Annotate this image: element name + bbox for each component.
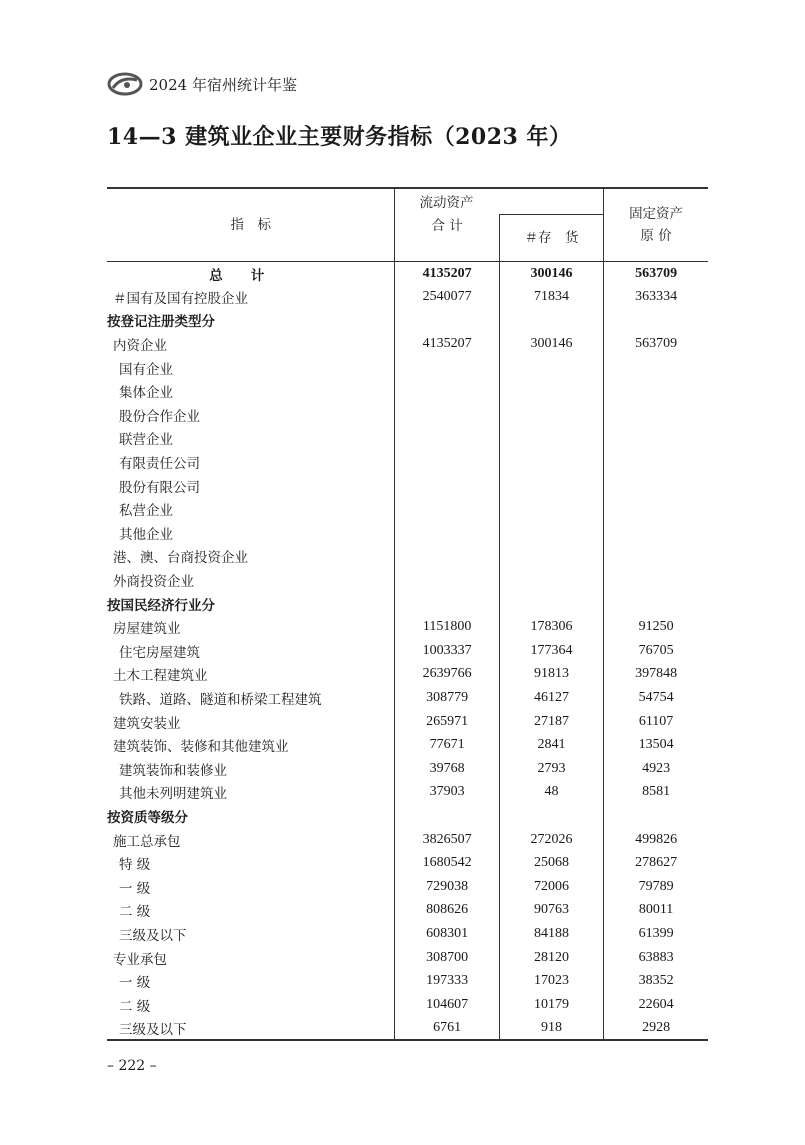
- cell-inventory: [499, 521, 603, 545]
- table-row: [107, 262, 708, 286]
- row-label: 房屋建筑业: [113, 621, 181, 638]
- cell-fixed-assets: 63883: [604, 946, 708, 970]
- cell-fixed-assets: 4923: [604, 757, 708, 781]
- cell-inventory: 84188: [499, 922, 603, 946]
- row-label: 建筑装饰和装修业: [119, 762, 227, 779]
- table-row: [107, 733, 708, 757]
- cell-inventory: [499, 592, 603, 616]
- fixed-assets-line1: 固定资产: [629, 206, 684, 222]
- cell-fixed-assets: [604, 804, 708, 828]
- table-row: [107, 285, 708, 309]
- cell-current-assets: 4135207: [395, 332, 499, 356]
- cell-fixed-assets: [604, 356, 708, 380]
- table-row: [107, 545, 708, 569]
- row-label: 住宅房屋建筑: [119, 644, 200, 661]
- cell-inventory: 46127: [499, 686, 603, 710]
- table-row: [107, 899, 708, 923]
- cell-current-assets: [395, 521, 499, 545]
- cell-fixed-assets: 61399: [604, 922, 708, 946]
- cell-fixed-assets: 80011: [604, 899, 708, 923]
- row-label: 二 级: [119, 904, 151, 921]
- row-label: 按国民经济行业分: [107, 597, 215, 614]
- row-label: 内资企业: [113, 338, 167, 355]
- table-row: [107, 474, 708, 498]
- column-header-current-assets: 流动资产: [395, 188, 604, 215]
- table-row: [107, 663, 708, 687]
- cell-fixed-assets: [604, 379, 708, 403]
- cell-current-assets: [395, 545, 499, 569]
- row-label: 一 级: [119, 975, 151, 992]
- cell-fixed-assets: 76705: [604, 639, 708, 663]
- table-row: [107, 686, 708, 710]
- cell-inventory: 90763: [499, 899, 603, 923]
- cell-inventory: 71834: [499, 285, 603, 309]
- cell-current-assets: 197333: [395, 969, 499, 993]
- cell-fixed-assets: 2928: [604, 1017, 708, 1041]
- cell-inventory: 28120: [499, 946, 603, 970]
- cell-fixed-assets: 499826: [604, 828, 708, 852]
- table-row: [107, 356, 708, 380]
- row-label: 集体企业: [119, 385, 173, 402]
- row-label: 其他企业: [119, 526, 173, 543]
- row-label: 有限责任公司: [119, 456, 200, 473]
- cell-current-assets: [395, 474, 499, 498]
- row-label: 私营企业: [119, 503, 173, 520]
- cell-inventory: [499, 568, 603, 592]
- cell-fixed-assets: 54754: [604, 686, 708, 710]
- cell-fixed-assets: [604, 521, 708, 545]
- cell-fixed-assets: [604, 545, 708, 569]
- cell-fixed-assets: [604, 403, 708, 427]
- cell-current-assets: 1680542: [395, 851, 499, 875]
- cell-fixed-assets: [604, 568, 708, 592]
- yearbook-title: 2024 年宿州统计年鉴: [149, 75, 297, 94]
- cell-current-assets: [395, 592, 499, 616]
- cell-current-assets: [395, 379, 499, 403]
- table-row: [107, 450, 708, 474]
- row-label: 特 级: [119, 857, 151, 874]
- table-row: [107, 592, 708, 616]
- cell-current-assets: 308700: [395, 946, 499, 970]
- table-row: [107, 851, 708, 875]
- cell-current-assets: 729038: [395, 875, 499, 899]
- cell-inventory: 72006: [499, 875, 603, 899]
- cell-inventory: 2841: [499, 733, 603, 757]
- table-row: [107, 379, 708, 403]
- cell-fixed-assets: [604, 592, 708, 616]
- cell-current-assets: 2639766: [395, 663, 499, 687]
- cell-fixed-assets: 397848: [604, 663, 708, 687]
- cell-fixed-assets: 38352: [604, 969, 708, 993]
- column-header-current-assets-total: 合 计: [395, 215, 499, 262]
- cell-current-assets: 77671: [395, 733, 499, 757]
- row-label: 港、澳、台商投资企业: [113, 550, 248, 567]
- cell-current-assets: [395, 450, 499, 474]
- table-row: [107, 615, 708, 639]
- cell-current-assets: 1151800: [395, 615, 499, 639]
- cell-inventory: [499, 450, 603, 474]
- cell-inventory: [499, 804, 603, 828]
- cell-inventory: 2793: [499, 757, 603, 781]
- cell-current-assets: 1003337: [395, 639, 499, 663]
- cell-current-assets: 37903: [395, 781, 499, 805]
- page-number: – 222 –: [107, 1058, 157, 1074]
- table-row: [107, 804, 708, 828]
- row-label: 国有企业: [119, 361, 173, 378]
- cell-inventory: 10179: [499, 993, 603, 1017]
- cell-inventory: [499, 497, 603, 521]
- cell-current-assets: [395, 568, 499, 592]
- cell-inventory: [499, 427, 603, 451]
- table-row: [107, 309, 708, 333]
- table-row: [107, 1017, 708, 1041]
- running-header: [107, 70, 297, 98]
- table-row: [107, 497, 708, 521]
- cell-fixed-assets: 278627: [604, 851, 708, 875]
- table-row: [107, 427, 708, 451]
- cell-inventory: 17023: [499, 969, 603, 993]
- cell-current-assets: 6761: [395, 1017, 499, 1041]
- row-label: 铁路、道路、隧道和桥梁工程建筑: [119, 691, 322, 708]
- cell-current-assets: 104607: [395, 993, 499, 1017]
- cell-current-assets: [395, 497, 499, 521]
- cell-current-assets: [395, 403, 499, 427]
- table-row: [107, 710, 708, 734]
- row-label: 总计: [107, 262, 395, 286]
- cell-current-assets: 608301: [395, 922, 499, 946]
- cell-current-assets: 808626: [395, 899, 499, 923]
- row-label: 外商投资企业: [113, 574, 194, 591]
- table-row: [107, 922, 708, 946]
- table-row: [107, 521, 708, 545]
- cell-inventory: 91813: [499, 663, 603, 687]
- fixed-assets-line2: 原 价: [640, 228, 672, 244]
- table-row: [107, 781, 708, 805]
- cell-inventory: 48: [499, 781, 603, 805]
- cell-inventory: [499, 379, 603, 403]
- table-row: [107, 969, 708, 993]
- column-header-indicator: 指 标: [107, 188, 395, 262]
- cell-inventory: [499, 309, 603, 333]
- cell-inventory: 918: [499, 1017, 603, 1041]
- row-label: 专业承包: [113, 951, 167, 968]
- cell-fixed-assets: 79789: [604, 875, 708, 899]
- page-title: 14—3 建筑业企业主要财务指标（2023 年）: [107, 124, 572, 150]
- cell-inventory: 177364: [499, 639, 603, 663]
- table-row: [107, 946, 708, 970]
- cell-fixed-assets: 8581: [604, 781, 708, 805]
- yearbook-logo-icon: [107, 72, 143, 96]
- table-body: [107, 262, 708, 1041]
- table-row: [107, 828, 708, 852]
- cell-inventory: [499, 356, 603, 380]
- cell-inventory: 25068: [499, 851, 603, 875]
- cell-fixed-assets: 563709: [604, 262, 708, 286]
- cell-current-assets: [395, 427, 499, 451]
- table-row: [107, 639, 708, 663]
- table-row: [107, 568, 708, 592]
- cell-current-assets: 4135207: [395, 262, 499, 286]
- row-label: 三级及以下: [107, 1017, 395, 1041]
- cell-inventory: 300146: [499, 332, 603, 356]
- cell-fixed-assets: [604, 474, 708, 498]
- cell-fixed-assets: 363334: [604, 285, 708, 309]
- financial-indicators-table: [107, 187, 708, 1041]
- cell-inventory: [499, 545, 603, 569]
- cell-fixed-assets: [604, 427, 708, 451]
- row-label: 按资质等级分: [107, 809, 188, 826]
- column-header-inventory: ＃存 货: [499, 215, 603, 262]
- row-label: 联营企业: [119, 432, 173, 449]
- table-row: [107, 757, 708, 781]
- cell-inventory: 272026: [499, 828, 603, 852]
- cell-inventory: 27187: [499, 710, 603, 734]
- row-label: 股份有限公司: [119, 479, 200, 496]
- row-label: 一 级: [119, 880, 151, 897]
- cell-inventory: 178306: [499, 615, 603, 639]
- cell-current-assets: 3826507: [395, 828, 499, 852]
- row-label: 按登记注册类型分: [107, 314, 215, 331]
- cell-current-assets: [395, 804, 499, 828]
- cell-current-assets: 2540077: [395, 285, 499, 309]
- row-label: 建筑装饰、装修和其他建筑业: [113, 739, 289, 756]
- cell-current-assets: 265971: [395, 710, 499, 734]
- cell-fixed-assets: 13504: [604, 733, 708, 757]
- table-row: [107, 993, 708, 1017]
- cell-fixed-assets: [604, 497, 708, 521]
- row-label: 建筑安装业: [113, 715, 181, 732]
- cell-current-assets: [395, 309, 499, 333]
- row-label: 股份合作企业: [119, 408, 200, 425]
- cell-inventory: [499, 474, 603, 498]
- cell-current-assets: 308779: [395, 686, 499, 710]
- row-label: 其他未列明建筑业: [119, 786, 227, 803]
- table-row: [107, 403, 708, 427]
- cell-fixed-assets: 22604: [604, 993, 708, 1017]
- cell-fixed-assets: 563709: [604, 332, 708, 356]
- cell-fixed-assets: 91250: [604, 615, 708, 639]
- row-label: 土木工程建筑业: [113, 668, 208, 685]
- row-label: 施工总承包: [113, 833, 181, 850]
- cell-fixed-assets: 61107: [604, 710, 708, 734]
- row-label: 二 级: [119, 998, 151, 1015]
- cell-current-assets: [395, 356, 499, 380]
- column-header-fixed-assets: [604, 188, 708, 262]
- cell-current-assets: 39768: [395, 757, 499, 781]
- table-row: [107, 332, 708, 356]
- cell-inventory: [499, 403, 603, 427]
- row-label: 三级及以下: [119, 927, 187, 944]
- table-row: [107, 875, 708, 899]
- row-label: ＃国有及国有控股企业: [113, 290, 248, 307]
- cell-inventory: 300146: [499, 262, 603, 286]
- cell-fixed-assets: [604, 309, 708, 333]
- cell-fixed-assets: [604, 450, 708, 474]
